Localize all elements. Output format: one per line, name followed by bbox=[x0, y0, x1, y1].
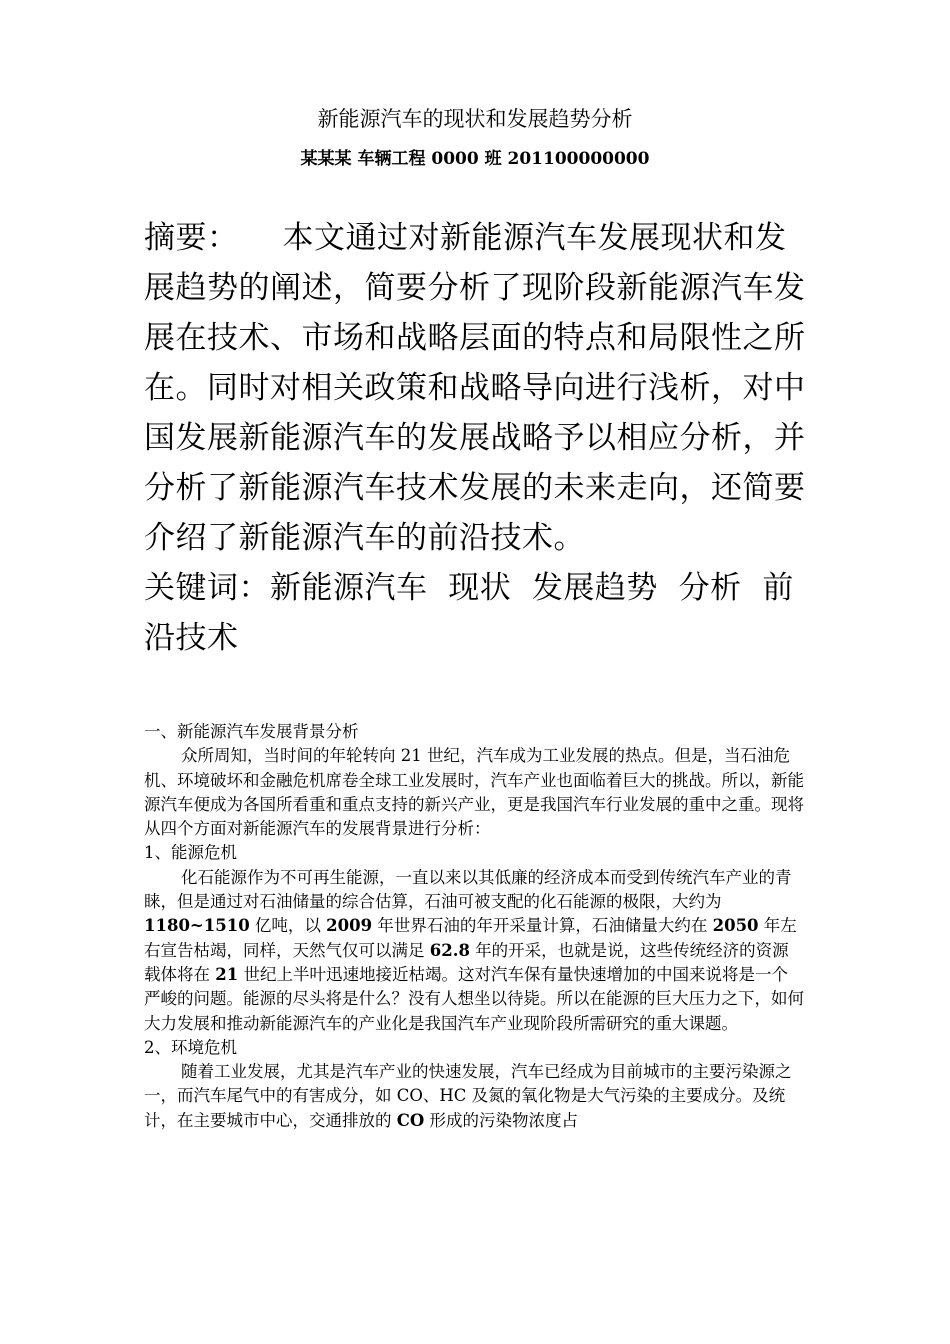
subsection-heading-energy: 1、能源危机 bbox=[144, 843, 237, 863]
year-figure: 2009 bbox=[326, 916, 373, 936]
document-body bbox=[144, 720, 804, 1133]
section-intro-paragraph: 众所周知，当时间的年轮转向 21 世纪，汽车成为工业发展的热点。但是，当石油危机、环境破坏和金融危机席卷全球工业发展时，汽车产业也面临着巨大的挑战。所以，新能源汽车便成为各国所看重和重点支持的新兴产业，更是我国汽车行业发展的重中之重。现将从四个方面对新能源汽车的发展背景进行分析： bbox=[144, 746, 804, 839]
environment-crisis-paragraph bbox=[144, 1060, 804, 1133]
author-byline: 某某某 车辆工程 0000 班 201100000000 bbox=[300, 149, 650, 169]
keywords-paragraph bbox=[144, 563, 814, 663]
oil-reserve-figure: 1180~1510 bbox=[144, 916, 250, 936]
text-run: 化石能源作为不可再生能源，一直以来以其低廉的经济成本而受到传统汽车产业的青睐，但是通过对石油储量的综合估算，石油可被支配的化石能源的极限，大约为 bbox=[144, 867, 792, 912]
text-run: 年的开采，也就是说，这些传统经济的资源载体将在 bbox=[144, 940, 789, 984]
text-run: 随着工业发展，尤其是汽车产业的快速发展，汽车已经成为目前城市的主要污染源之一，而汽车尾气中的有害成分，如 CO、HC 及氮的氧化物是大气污染的主要成分。及统计，在主要城市中心，交通排放的 bbox=[144, 1062, 792, 1130]
abstract-label: 摘要： bbox=[144, 220, 239, 256]
text-run: 亿吨，以 bbox=[249, 916, 327, 936]
abstract-paragraph bbox=[144, 213, 814, 563]
text-run: 年左右宣告枯竭，同样，天然气仅可以满足 bbox=[144, 916, 797, 960]
text-run: 年世界石油的年开采量计算，石油储量大约在 bbox=[372, 916, 713, 936]
section-heading: 一、新能源汽车发展背景分析 bbox=[144, 722, 359, 741]
keywords-label: 关键词： bbox=[144, 570, 270, 606]
depletion-year-figure: 2050 bbox=[712, 916, 759, 936]
text-run: 形成的污染物浓度占 bbox=[424, 1110, 579, 1130]
keywords-text: 新能源汽车 现状 发展趋势 分析 前沿技术 bbox=[144, 570, 794, 656]
co-figure: CO bbox=[396, 1110, 425, 1130]
text-run: 世纪上半叶迅速地接近枯竭。这对汽车保有量快速增加的中国来说将是一个严峻的问题。能源的尽头将是什么？没有人想坐以待毙。所以在能源的巨大压力之下，如何大力发展和推动新能源汽车的产业化是我国汽车产业现阶段所需研究的重大课题。 bbox=[144, 964, 804, 1033]
subsection-heading-environment: 2、环境危机 bbox=[144, 1037, 237, 1057]
abstract-text: 本文通过对新能源汽车发展现状和发展趋势的阐述，简要分析了现阶段新能源汽车发展在技术、市场和战略层面的特点和局限性之所在。同时对相关政策和战略导向进行浅析，对中国发展新能源汽车的发展战略予以相应分析，并分析了新能源汽车技术发展的未来走向，还简要介绍了新能源汽车的前沿技术。 bbox=[144, 220, 806, 556]
gas-years-figure: 62.8 bbox=[429, 940, 470, 960]
century-figure: 21 bbox=[215, 964, 239, 984]
document-title: 新能源汽车的现状和发展趋势分析 bbox=[317, 107, 633, 131]
energy-crisis-paragraph bbox=[144, 866, 804, 1036]
